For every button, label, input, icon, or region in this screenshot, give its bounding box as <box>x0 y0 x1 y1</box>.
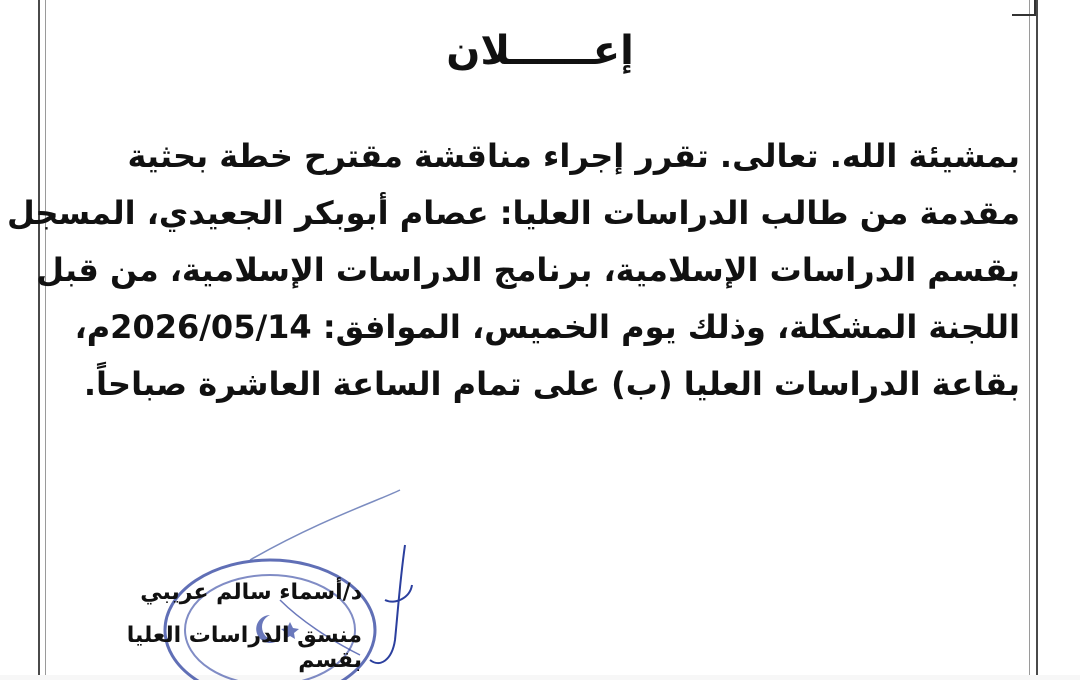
corner-frame-mark <box>1012 0 1036 16</box>
announcement-body <box>6 128 1020 413</box>
body-line-2: مقدمة من طالب الدراسات العليا: عصام أبوبكر الجعيدي، المسجل <box>6 194 1020 232</box>
announcement-title-text: إعــــــلان <box>446 28 634 74</box>
announcement-title <box>0 28 1080 74</box>
body-line-1: بمشيئة الله. تعالى. تقرر إجراء مناقشة مقترح خطة بحثية <box>127 137 1020 175</box>
left-border-inner-line <box>45 0 46 675</box>
signatory-name: د/أسماء سالم عريبي <box>140 580 362 605</box>
signatory-title: منسق الدراسات العليا بقسم <box>126 623 362 673</box>
body-line-5: بقاعة الدراسات العليا (ب) على تمام الساعة العاشرة صباحاً. <box>83 365 1020 403</box>
left-border-line <box>38 0 40 675</box>
right-border-inner-line <box>1029 0 1030 675</box>
body-line-3: بقسم الدراسات الإسلامية، برنامج الدراسات الإسلامية، من قبل <box>36 251 1020 289</box>
body-line-4: اللجنة المشكلة، وذلك يوم الخميس، الموافق: 2026/05/14م، <box>74 308 1020 346</box>
right-border-line <box>1036 0 1038 675</box>
signature-block <box>62 580 362 673</box>
